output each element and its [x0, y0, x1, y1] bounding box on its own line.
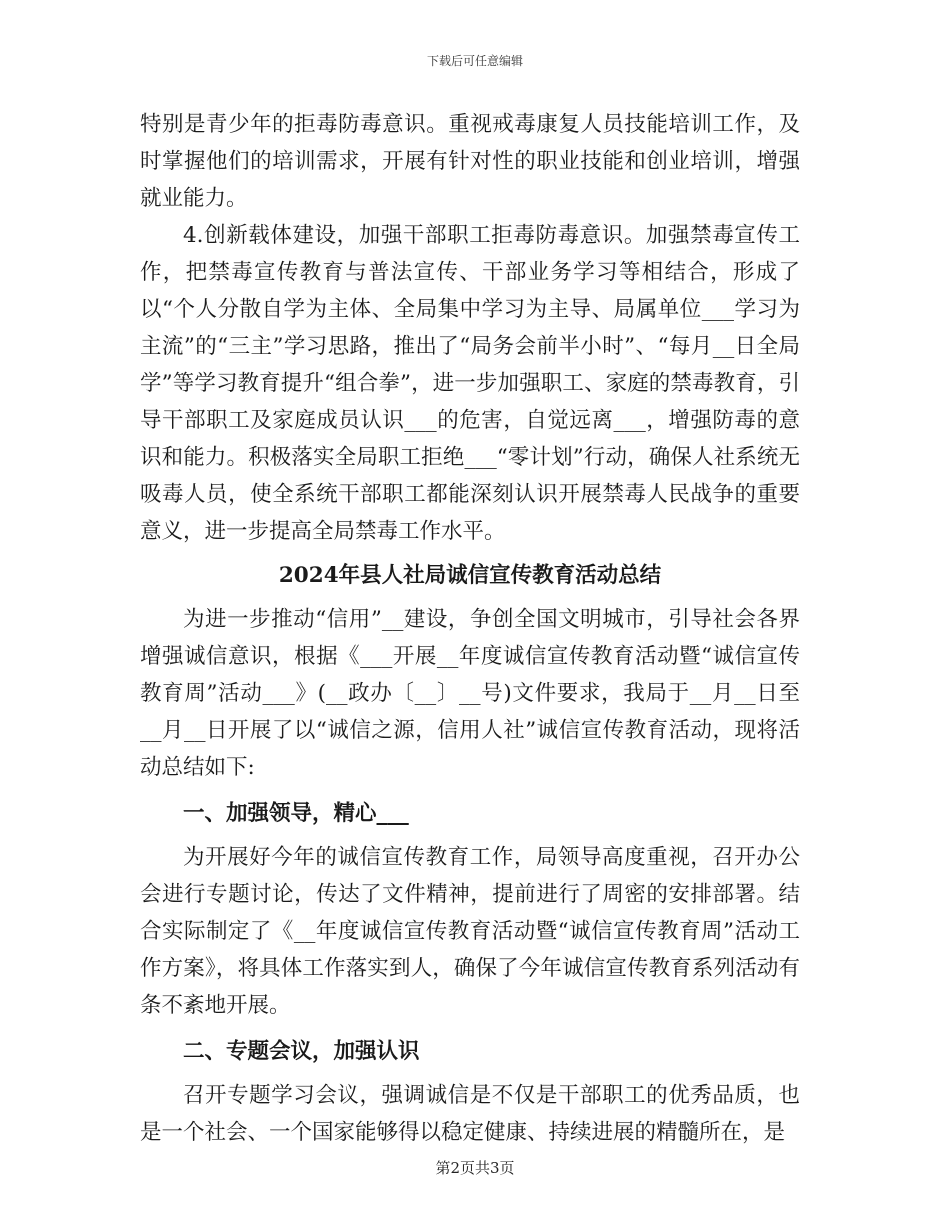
- page-footer: 第2页共3页: [435, 1159, 515, 1177]
- section-heading-1: 一、加强领导，精心___: [183, 801, 409, 826]
- paragraph-continuation: 特别是青少年的拒毒防毒意识。重视戒毒康复人员技能培训工作，及时掌握他们的培训需求，开展有针对性的职业技能和创业培训，增强就业能力。: [140, 112, 800, 211]
- document-body: [140, 106, 800, 1151]
- paragraph-item-4: 4.创新载体建设，加强干部职工拒毒防毒意识。加强禁毒宣传工作，把禁毒宣传教育与普法宣传、干部业务学习等相结合，形成了以“个人分散自学为主体、全局集中学习为主导、局属单位___学习为主流”的“三主”学习思路，推出了“局务会前半小时”、“每月__日全局学”等学习教育提升“组合拳”，进一步加强职工、家庭的禁毒教育，引导干部职工及家庭成员认识___的危害，自觉远离___，增强防毒的意识和能力。积极落实全局职工拒绝___“零计划”行动，确保人社系统无吸毒人员，使全系统干部职工都能深刻认识开展禁毒人民战争的重要意义，进一步提高全局禁毒工作水平。: [140, 223, 800, 544]
- section-heading-2: 二、专题会议，加强认识: [183, 1039, 420, 1064]
- page-header: 下载后可任意编辑: [426, 54, 523, 68]
- document-title: 2024年县人社局诚信宣传教育活动总结: [278, 563, 662, 588]
- section-body-2: 召开专题学习会议，强调诚信是不仅是干部职工的优秀品质，也是一个社会、一个国家能够得以稳定健康、持续进展的精髓所在，是: [140, 1083, 800, 1145]
- intro-paragraph: 为进一步推动“信用”__建设，争创全国文明城市，引导社会各界增强诚信意识，根据《___开展__年度诚信宣传教育活动暨“诚信宣传教育周”活动___》(__政办〔__〕__号)文件要求，我局于__月__日至__月__日开展了以“诚信之源，信用人社”诚信宣传教育活动，现将活动总结如下:: [140, 607, 800, 780]
- section-body-1: 为开展好今年的诚信宣传教育工作，局领导高度重视，召开办公会进行专题讨论，传达了文件精神，提前进行了周密的安排部署。结合实际制定了《__年度诚信宣传教育活动暨“诚信宣传教育周”活动工作方案》，将具体工作落实到人，确保了今年诚信宣传教育系列活动有条不紊地开展。: [140, 845, 800, 1018]
